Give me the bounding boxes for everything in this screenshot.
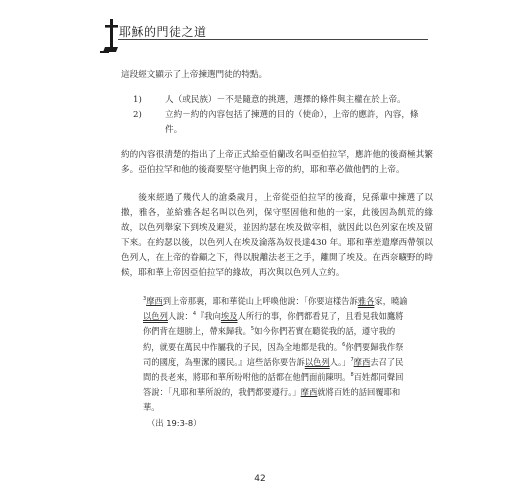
quote-text: 去召了民間的長老來，將耶和華所吩咐他的話都在他們面前陳明。	[143, 356, 404, 383]
person-name: 摩西	[146, 296, 163, 306]
quote-text: 到上帝那裏，耶和華從山上呼喚他說：「你要這樣告訴	[162, 296, 358, 306]
quote-text: 人說：	[167, 311, 193, 322]
place-name: 埃及	[220, 311, 238, 322]
person-name: 摩西	[353, 356, 371, 367]
place-name: 以色列	[143, 311, 168, 322]
quote-text: 百姓都同聲回答說：「凡耶和華所說的，我們都要遵行。」	[143, 372, 404, 398]
quote-text: 家，曉諭	[374, 296, 408, 306]
page-number: 42	[254, 474, 266, 484]
body-paragraph: 約的內容很清楚的指出了上帝正式給亞伯蘭改名叫亞伯拉罕，應許他的後裔極其繁多。亞伯拉罕和他的後裔要堅守他們與上帝的約，耶和華必做他們的上帝。	[121, 150, 433, 175]
verse-number: 4	[192, 311, 196, 318]
verse-number: 5	[250, 326, 255, 333]
list-item-number: 1)	[133, 95, 142, 105]
list-item-text: 人（或民族）－不是隨意的挑選，選擇的條件與主權在於上帝。	[165, 95, 406, 105]
quote-text: 人。」	[329, 356, 351, 367]
list-item-text: 立約－約的內容包括了揀選的目的（使命），上帝的應許，內容，條件。	[165, 110, 419, 135]
quote-text: 『我向	[196, 311, 221, 322]
place-name: 以色列	[304, 356, 330, 367]
person-name: 摩西	[300, 387, 318, 398]
verse-number: 6	[342, 341, 346, 348]
quote-text: 人所行的事，你們都看見了，且看見我如鷹將你們背在翅膀上，帶來歸我。	[143, 311, 404, 337]
list-item	[133, 108, 433, 138]
numbered-list	[121, 93, 433, 138]
intro-paragraph: 這段經文顯示了上帝揀選門徒的特點。	[121, 70, 268, 80]
verse-number: 7	[350, 357, 354, 364]
quote-text: 就將百姓的話回覆耶和華。	[143, 387, 401, 413]
body-paragraph: 後來經過了幾代人的滄桑歲月，上帝從亞伯拉罕的後裔，兒孫輩中揀選了以撒，雅各，並給雅各起名叫以色列，保守堅固他和他的一家，此後因為飢荒的緣故，以色列舉家下到埃及避災，並因約瑟在埃及做宰相，就因此以色列家在埃及留下來。在約瑟以後，以色列人在埃及淪落為奴長達430 年。耶和華差遣摩西帶領以色列人，在上帝的眷顧之下，得以脫離法老王之手，離開了埃及。在西奈曠野的時候，耶和華上帝因亞伯拉罕的緣故，再次與以色列人立約。	[121, 193, 433, 278]
quote-text: 如今你們若實在聽從我的話，遵守我的約，就要在萬民中作屬我的子民，因為全地都是我的。	[143, 326, 396, 352]
verse-number: 8	[350, 372, 354, 379]
running-header	[96, 16, 426, 56]
scripture-citation: （出 19:3-8）	[147, 417, 202, 428]
quote-text: 你們要歸我作祭司的國度，為聖潔的國民。』這些話你要告訴	[143, 341, 404, 367]
header-rule	[118, 39, 428, 40]
verse-number: 3	[143, 296, 147, 303]
person-name: 雅各	[357, 296, 375, 306]
list-item	[133, 93, 433, 108]
scripture-quote	[143, 294, 411, 431]
list-item-number: 2)	[133, 110, 142, 120]
header-title: 耶穌的門徒之道	[119, 25, 207, 39]
page-content	[121, 68, 433, 431]
